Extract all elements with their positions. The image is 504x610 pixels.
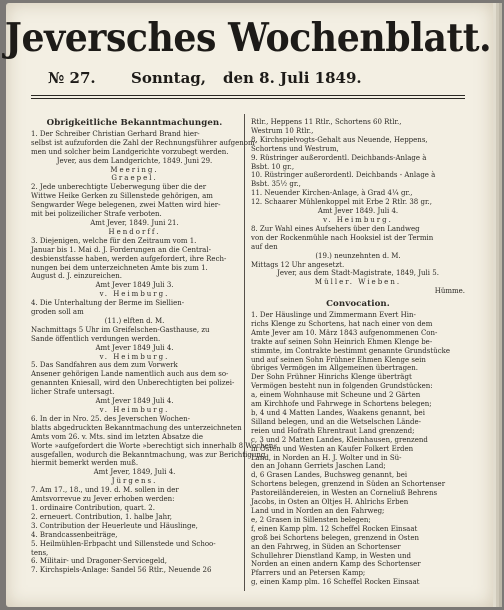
text-line: Mittags 12 Uhr angesetzt. (251, 260, 345, 269)
text-line: Amte Jever am 10. März 1843 aufgenommenen Con- (251, 328, 438, 337)
text-line: Schortens belegen, grenzend in Süden an Schortenser (251, 480, 446, 489)
text-line: Amt Jever 1849. Juli 4. (317, 207, 399, 216)
text-line: v. Heimburg. (99, 352, 170, 361)
text-line: 6. In der in Nro. 25. des Jeverschen Wochen- (31, 414, 191, 423)
text-line: August d. J. einzureichen. (31, 272, 122, 281)
text-line: 5. Das Sandfahren aus dem zum Vorwerk (31, 361, 178, 370)
text-line: Pastoreiländereien, in Westen an Corneliuß Behrens (251, 489, 438, 498)
right-column (251, 118, 465, 587)
text-line: (11.) elften d. M. (104, 316, 165, 325)
text-line: Ansener gehörigen Lande namentlich auch aus dem so- (31, 370, 229, 379)
text-line: Schortens und Westrum, (251, 144, 339, 153)
text-line: Amts vom 26. v. Mts. sind im letzten Absatze die (31, 432, 204, 441)
text-line: Bsbt. 35½ gr., (251, 180, 301, 189)
text-line: 7. Am 17., 18., und 19. d. M. sollen in der (31, 486, 179, 495)
text-line: trakte auf seinen Sohn Heinrich Ehmen Klenge be- (251, 337, 433, 346)
text-line: men und solcher beim Landgerichte vorzubegt werden. (31, 147, 229, 156)
text-line: v. Heimburg. (99, 406, 170, 414)
text-line: Meering. (110, 165, 159, 174)
text-line: tens, (31, 548, 49, 557)
text-line: Graepel. (111, 174, 158, 183)
text-line: Amt Jever, 1849. Juni 21. (90, 218, 179, 227)
text-line: in Osten und Westen an Kaufer Folkert Erden (251, 444, 414, 453)
text-line: Amt Jever 1849 Juli 4. (95, 343, 174, 352)
text-line: Amt Jever 1849 Juli 4. (95, 397, 174, 406)
text-line: 3. Contribution der Heuerleute und Häuslinge, (31, 521, 198, 530)
text-line: 4. Brandcassenbeiträge, (31, 530, 118, 539)
text-line: von der Rockenmühle nach Hooksiel ist der Termin (251, 233, 434, 242)
text-line: b, 4 und 4 Matten Landes, Waakens genannt, bei (251, 409, 425, 417)
text-line: g, einen Kamp plm. 16 Scheffel Rocken Einsaat (251, 578, 420, 587)
header-rule (31, 95, 465, 96)
text-line: 1. Der Häuslinge und Zimmermann Evert Hin- (251, 311, 416, 320)
text-line: 3. Diejenigen, welche für den Zeitraum vom 1. (31, 236, 197, 245)
text-line: 5. Heilmühlen-Erbpacht und Sillenstede und Schoo- (31, 539, 216, 548)
text-line: 1. ordinaire Contribution, quart. 2. (31, 503, 155, 512)
text-line: licher Strafe untersagt. (31, 388, 115, 397)
text-line: Land, in Norden an H. J. Wolter und in Sü- (251, 453, 402, 462)
text-line: Januar bis 1. Mai d. J. Forderungen an die Central- (31, 245, 211, 254)
text-line: Sengwarder Wege belegenen, zwei Matten wird hier- (31, 201, 221, 210)
text-line: und auf seinen Sohn Frühner Ehmen Klenge sein (251, 355, 426, 364)
header-rule (31, 98, 465, 99)
text-line: groden soll am (31, 308, 84, 317)
text-line: (19.) neunzehnten d. M. (315, 251, 401, 260)
text-line: den an Johann Gerriets Jaschen Land; (251, 462, 386, 471)
masthead-title: Jeversches Wochenblatt. (4, 15, 492, 61)
text-line: am Kirchhofe und Fahrwege in Schortens belegen; (251, 400, 432, 409)
issue-line (20, 69, 476, 91)
text-line: 8. Zur Wahl eines Aufsehers über den Landweg (251, 224, 420, 233)
text-line: Norden an einen andern Kamp des Schortenser (251, 560, 421, 569)
text-line: 11. Neuender Kirchen-Anlage, à Grad 4¼ gr., (251, 189, 413, 198)
text-line: Amt Jever, 1849, Juli 4. (93, 468, 176, 477)
text-line: 4. Die Unterhaltung der Berme im Siellien- (31, 299, 185, 308)
text-line: 2. erneuert. Contribution, 1. halbe Jahr, (31, 512, 172, 521)
text-line: Pfarrers und an Petersen Kamp; (251, 569, 366, 578)
text-line: Hümme. (434, 287, 465, 296)
text-line: v. Heimburg. (99, 290, 170, 299)
text-line: Schullehrer Dienstland Kamp, in Westen und (251, 551, 411, 560)
text-line: 1. Der Schreiber Christian Gerhard Brand hier- (31, 129, 200, 138)
text-line: Der Sohn Frühner Hinrichs Klenge überträgt (251, 373, 412, 382)
text-line: Vermögen besteht nun in folgenden Grundstücken: (251, 382, 433, 391)
text-line: 7. Kirchspiels-Anlage: Sandel 56 Rtlr., Neuende 26 (31, 566, 212, 575)
text-line: f, einen Kamp plm. 12 Scheffel Rocken Einsaat (251, 524, 418, 533)
text-line: mit bei polizeilicher Strafe verboten. (31, 210, 162, 219)
text-line: nungen bei dem unterzeichneten Amte bis zum 1. (31, 263, 208, 272)
text-line: ausgefallen, wodurch die Bekanntmachung, was zur Berichtigung (31, 450, 266, 459)
text-line: Sande öffentlich verdungen werden. (31, 334, 161, 343)
page-edge (499, 3, 502, 607)
text-line: stimmte, im Contrakte bestimmt genannte Grundstücke (251, 346, 450, 355)
section-heading: Convocation. (326, 299, 390, 310)
text-line: genannten Kniesall, wird den Unberechtigten bei polizei- (31, 379, 235, 388)
text-line: Rtlr., Heppens 11 Rtlr., Schortens 60 Rtlr., (251, 118, 402, 126)
text-line: Wittwe Heike Gerken zu Sillenstede gehörigen, am (31, 192, 213, 201)
text-line: Müller. Wieben. (314, 278, 402, 287)
text-line: groß bei Schortens belegen, grenzend in Osten (251, 533, 419, 542)
text-line: 2. Jede unberechtigte Ueberwegung über die der (31, 183, 207, 192)
text-line: v. Heimburg. (323, 215, 393, 224)
issue-weekday: Sonntag, (131, 69, 207, 87)
text-line: Westrum 10 Rtlr., (251, 126, 314, 135)
text-line: 12. Schaarer Mühlenkoppel mit Erbe 2 Rtlr. 38 gr., (251, 198, 432, 207)
text-line: Nachmittags 5 Uhr im Greifelschen-Gasthause, zu (31, 325, 210, 334)
text-line: 10. Rüstringer außerordentl. Deichbands - Anlage à (251, 171, 436, 180)
section-heading: Obrigkeitliche Bekanntmachungen. (46, 118, 223, 128)
column-divider (244, 114, 245, 591)
issue-number: № 27. (48, 69, 96, 87)
text-line: Silland belegen, und an die Wetselschen Lände- (251, 417, 421, 426)
text-line: desbienstfasse haben, werden aufgefordert, ihre Rech- (31, 254, 227, 263)
text-line: Amt Jever 1849 Juli 3. (95, 281, 174, 290)
issue-date: den 8. Juli 1849. (223, 69, 362, 87)
text-line: hiermit bemerkt werden muß. (31, 459, 139, 468)
text-line: Land und in Norden an den Fahrweg; (251, 506, 385, 515)
text-line: Amtsvorrevue zu Jever erhoben werden: (31, 495, 175, 504)
text-line: Hendorff. (108, 227, 161, 236)
text-line: Jürgens. (111, 477, 158, 486)
text-line: d, 6 Grasen Landes, Buchsweg genannt, bei (251, 471, 408, 480)
text-line: richs Klenge zu Schortens, hat nach einer von dem (251, 319, 433, 328)
text-line: Jever, aus dem Landgerichte, 1849. Juni 29. (56, 156, 213, 165)
text-line: Jever, aus dem Stadt-Magistrate, 1849, Juli 5. (277, 269, 439, 278)
text-line: selbst ist aufzuforden die Zahl der Rechnungsführer aufgenom- (31, 138, 257, 147)
text-line: 9. Rüstringer außerordentl. Deichbands-Anlage à (251, 153, 427, 162)
text-line: e, 2 Grasen in Sillensten belegen; (251, 515, 371, 524)
text-line: Bsbt. 10 gr., (251, 162, 295, 171)
text-line: an den Fahrweg, in Süden an Schortenser (251, 542, 401, 551)
text-line: blatts abgedruckten Bekanntmachung des unterzeichneten (31, 423, 242, 432)
text-line: Worte »aufgefordert die Worte »berechtigt sich innerhalb 8 Wochen« (31, 441, 278, 450)
text-line: Jacobs, in Osten an Oltjes H. Ahlrichs Erben (251, 498, 409, 507)
text-line: 6. Militair- und Dragoner-Servicegeld, (31, 557, 167, 566)
text-line: c, 3 und 2 Matten Landes, Kleinhausen, grenzend (251, 435, 428, 444)
text-line: reien und Hofrath Ehrentraut Land grenzend; (251, 426, 415, 435)
text-line: 8. Kirchspielvogts-Gehalt aus Neuende, Heppens, (251, 135, 428, 144)
text-line: übriges Vermögen im Allgemeinen übertragen. (251, 364, 418, 373)
text-line: a, einem Wohnhause mit Scheune und 2 Gärten (251, 391, 421, 400)
text-line: auf den (251, 242, 278, 251)
